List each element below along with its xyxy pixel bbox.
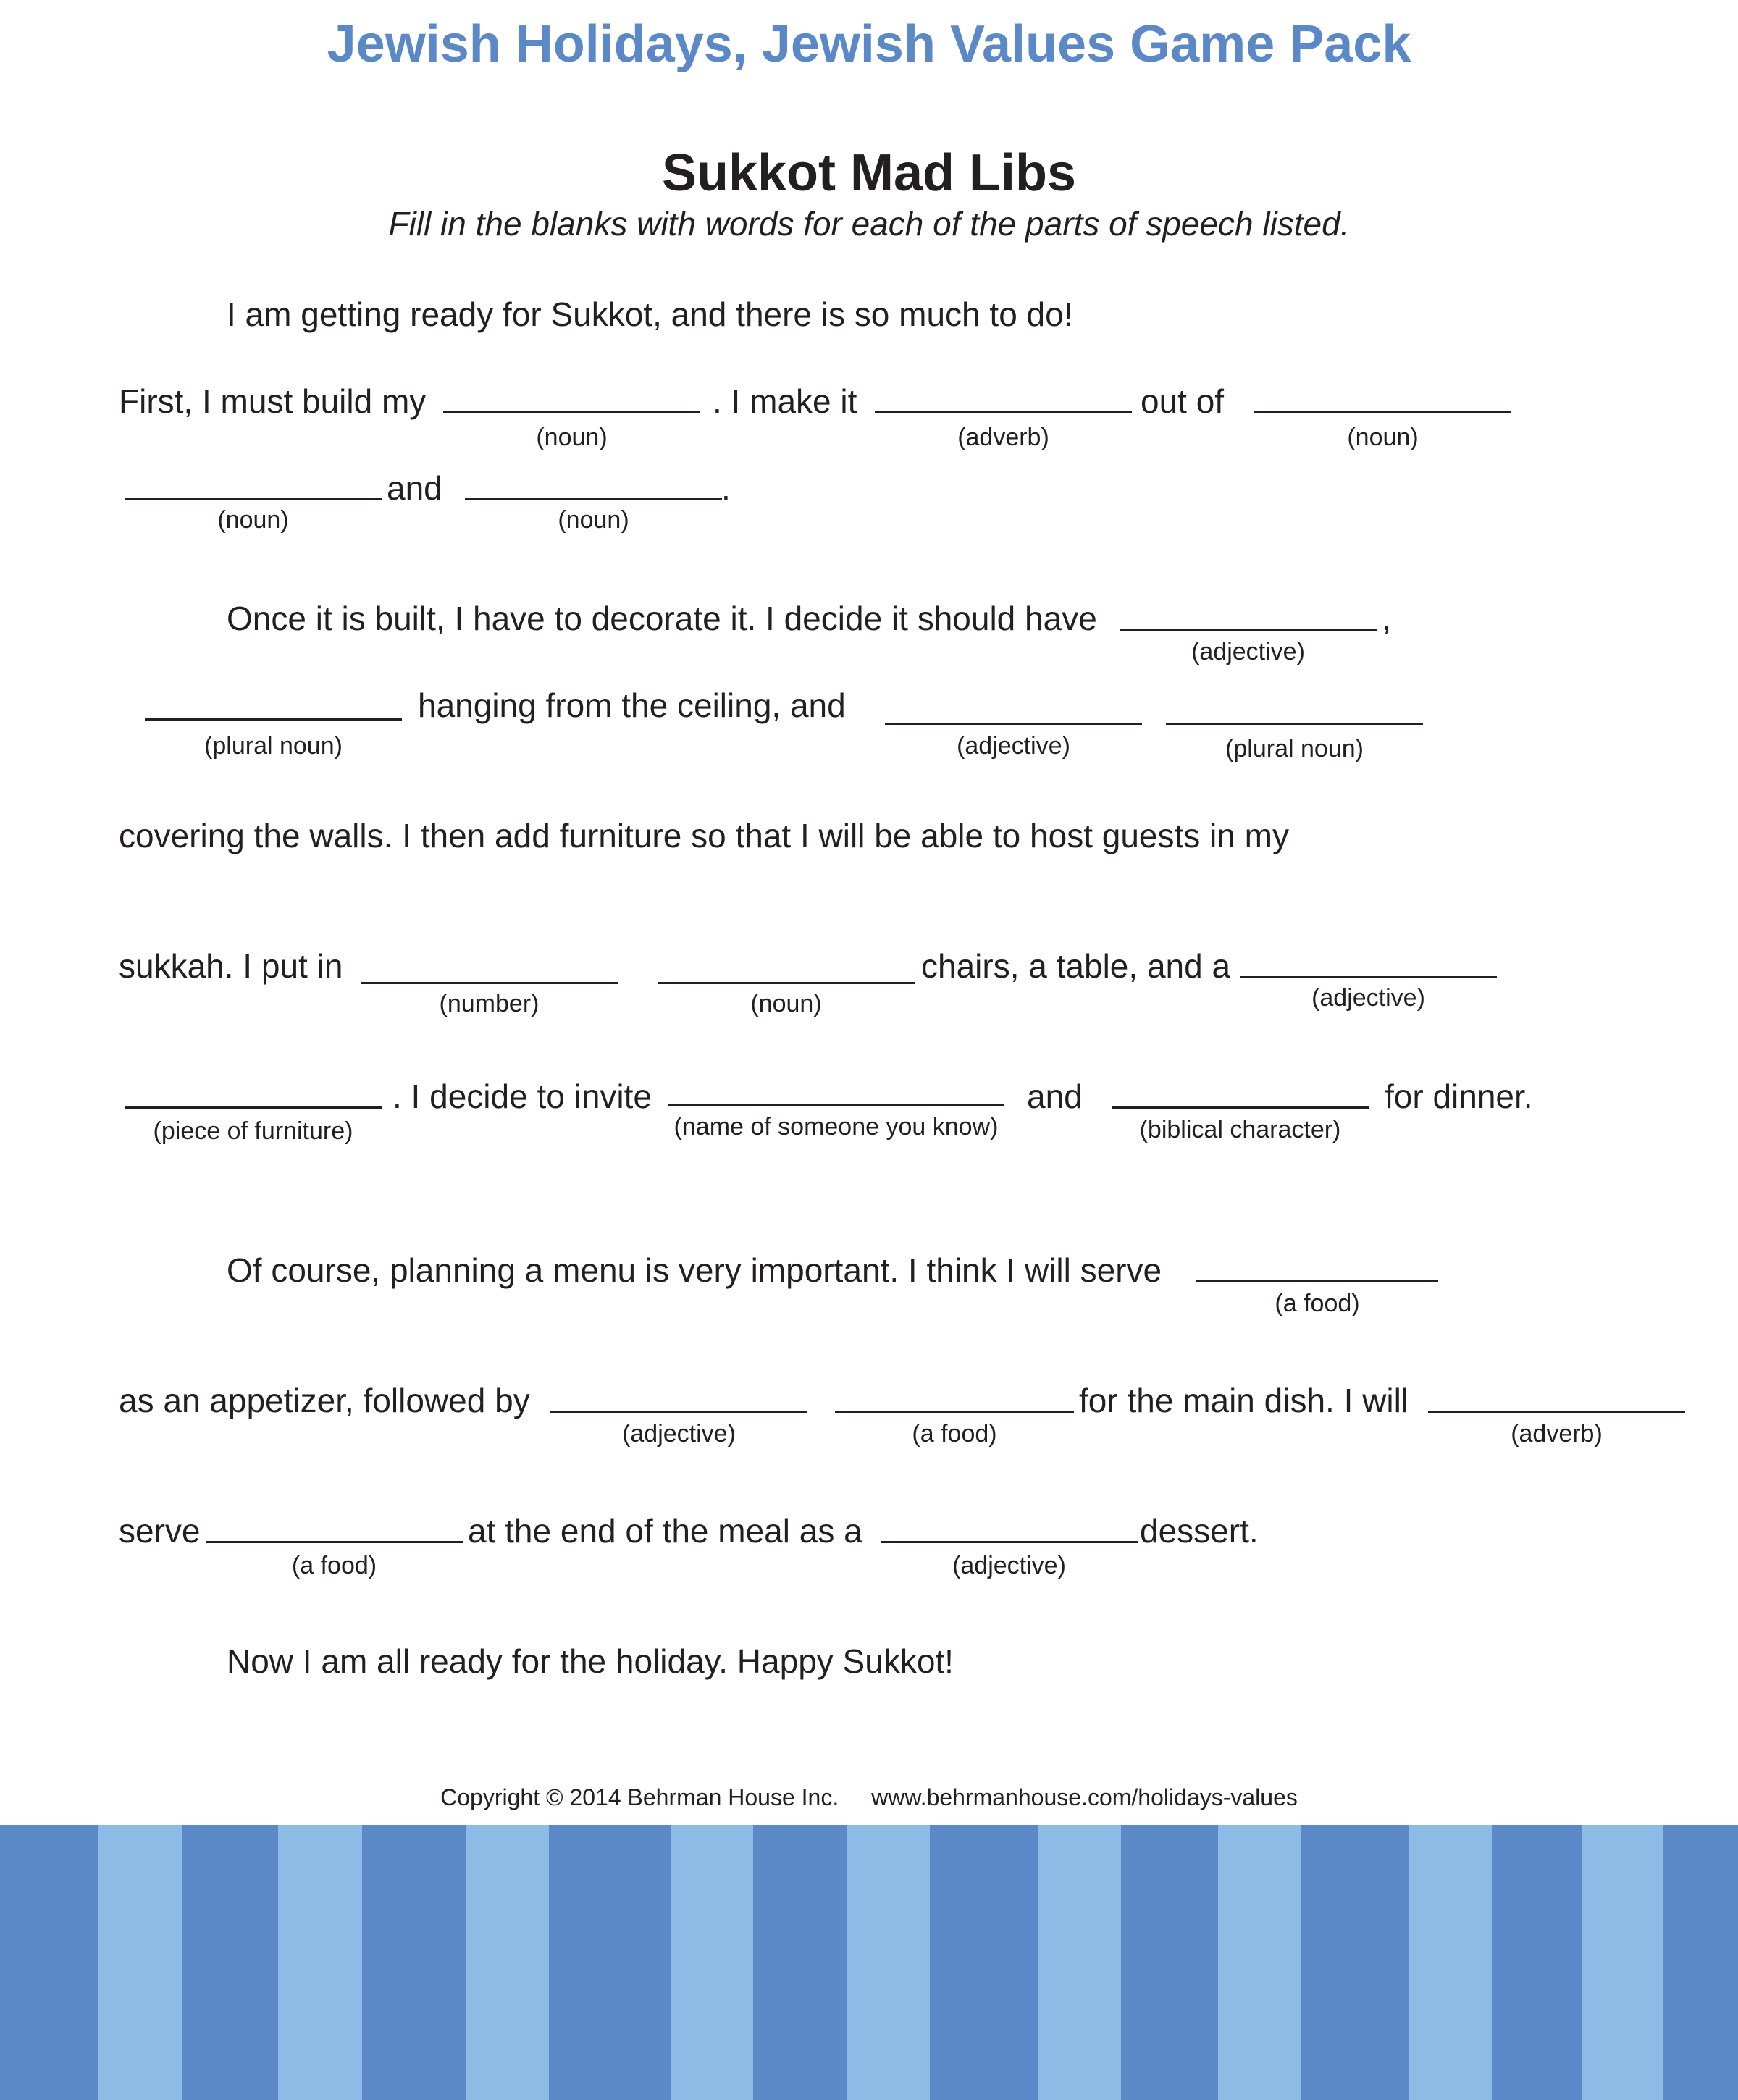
label-number: (number) (439, 990, 540, 1017)
label-someone: (name of someone you know) (673, 1113, 999, 1141)
stripe-dark (549, 1825, 671, 2100)
worksheet-subtitle: Fill in the blanks with words for each of the parts of speech listed. (388, 205, 1350, 243)
website-url: www.behrmanhouse.com/holidays-values (871, 1784, 1298, 1810)
text-invite: . I decide to invite (392, 1078, 652, 1115)
blank-adverb-1[interactable] (875, 411, 1132, 413)
blank-adjective-2[interactable] (885, 723, 1142, 725)
text-chairs: chairs, a table, and a (921, 947, 1231, 985)
blank-number[interactable] (361, 982, 618, 984)
label-noun-1: (noun) (536, 424, 608, 451)
closing-sentence: Now I am all ready for the holiday. Happy Sukkot! (227, 1642, 954, 1680)
blank-biblical[interactable] (1112, 1106, 1369, 1109)
blank-noun-3[interactable] (125, 498, 382, 500)
text-end-meal: at the end of the meal as a (468, 1512, 862, 1550)
blank-noun-1[interactable] (443, 411, 700, 413)
text-first-build: First, I must build my (119, 382, 427, 420)
blank-someone[interactable] (668, 1104, 1004, 1106)
stripe-dark (1301, 1825, 1409, 2100)
stripe-dark (1663, 1825, 1738, 2100)
text-dinner: for dinner. (1385, 1078, 1533, 1115)
stripe-light (1218, 1825, 1301, 2100)
label-adverb-2: (adverb) (1511, 1420, 1603, 1448)
blank-adjective-5[interactable] (881, 1541, 1138, 1543)
blank-food-1[interactable] (1196, 1280, 1438, 1282)
label-food-3: (a food) (291, 1552, 377, 1579)
blank-food-2[interactable] (835, 1411, 1074, 1413)
label-adjective-4: (adjective) (622, 1420, 736, 1448)
stripe-dark (362, 1825, 466, 2100)
stripe-dark (753, 1825, 847, 2100)
stripe-light (1409, 1825, 1492, 2100)
worksheet-title: Sukkot Mad Libs (661, 144, 1077, 202)
text-make-it: . I make it (713, 382, 857, 420)
blank-adverb-2[interactable] (1428, 1411, 1685, 1413)
text-appetizer: as an appetizer, followed by (119, 1382, 530, 1419)
text-and-2: and (1027, 1078, 1083, 1115)
label-furniture: (piece of furniture) (153, 1117, 353, 1145)
stripe-light (671, 1825, 753, 2100)
footer (0, 1784, 1738, 1811)
decorative-stripes (0, 1825, 1738, 2100)
label-noun-3: (noun) (217, 506, 289, 534)
label-plural-noun-1: (plural noun) (204, 732, 343, 760)
label-plural-noun-2: (plural noun) (1225, 735, 1364, 763)
pack-title: Jewish Holidays, Jewish Values Game Pack (327, 15, 1411, 73)
stripe-light (466, 1825, 549, 2100)
label-food-1: (a food) (1275, 1290, 1360, 1317)
label-noun-2: (noun) (1347, 424, 1419, 451)
stripe-dark (930, 1825, 1038, 2100)
blank-plural-noun-2[interactable] (1166, 723, 1423, 725)
blank-noun-5[interactable] (658, 982, 915, 984)
text-serve: serve (119, 1512, 201, 1550)
label-adjective-3: (adjective) (1311, 984, 1425, 1012)
text-dessert: dessert. (1140, 1512, 1259, 1550)
blank-furniture[interactable] (125, 1106, 382, 1109)
label-noun-5: (noun) (750, 990, 822, 1017)
text-covering: covering the walls. I then add furniture so that I will be able to host guests in my (119, 817, 1289, 854)
label-biblical: (biblical character) (1139, 1116, 1341, 1143)
text-period-1: . (721, 469, 731, 507)
stripe-light (1582, 1825, 1663, 2100)
stripe-dark (182, 1825, 278, 2100)
blank-plural-noun-1[interactable] (145, 718, 402, 721)
label-noun-4: (noun) (558, 506, 629, 534)
stripe-light (1038, 1825, 1121, 2100)
blank-adjective-1[interactable] (1120, 629, 1377, 631)
text-main-dish: for the main dish. I will (1079, 1382, 1409, 1419)
blank-food-3[interactable] (206, 1541, 463, 1543)
text-sukkah-put: sukkah. I put in (119, 947, 343, 985)
label-food-2: (a food) (912, 1420, 997, 1448)
blank-adjective-3[interactable] (1240, 976, 1497, 978)
text-out-of: out of (1141, 382, 1225, 420)
text-comma: , (1382, 600, 1391, 637)
stripe-light (278, 1825, 362, 2100)
blank-noun-4[interactable] (465, 498, 722, 500)
label-adverb-1: (adverb) (957, 424, 1049, 451)
stripe-dark (1121, 1825, 1218, 2100)
intro-sentence: I am getting ready for Sukkot, and there is so much to do! (227, 295, 1073, 333)
text-hanging: hanging from the ceiling, and (418, 686, 846, 724)
blank-noun-2[interactable] (1254, 411, 1511, 413)
blank-adjective-4[interactable] (550, 1411, 807, 1413)
label-adjective-1: (adjective) (1191, 638, 1305, 665)
stripe-dark (1492, 1825, 1582, 2100)
text-menu: Of course, planning a menu is very important. I think I will serve (227, 1251, 1162, 1289)
text-decorate: Once it is built, I have to decorate it. I decide it should have (227, 600, 1097, 637)
text-and-1: and (387, 469, 442, 507)
label-adjective-5: (adjective) (952, 1552, 1066, 1579)
stripe-dark (0, 1825, 98, 2100)
stripe-light (98, 1825, 182, 2100)
stripe-light (847, 1825, 930, 2100)
label-adjective-2: (adjective) (957, 732, 1070, 760)
copyright-text: Copyright © 2014 Behrman House Inc. (440, 1784, 839, 1810)
